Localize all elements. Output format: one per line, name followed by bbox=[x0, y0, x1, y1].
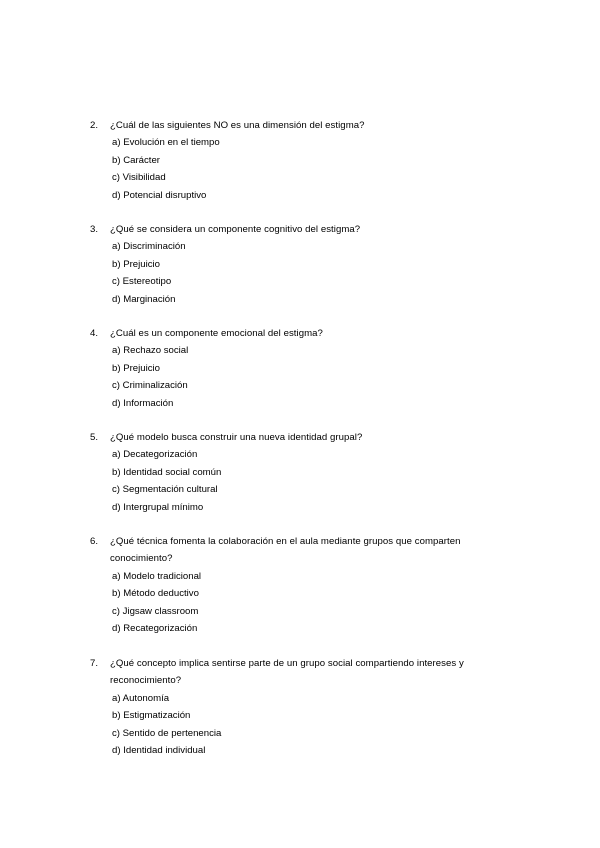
question-text: ¿Qué modelo busca construir una nueva identidad grupal? bbox=[110, 432, 363, 443]
options-list bbox=[90, 446, 490, 516]
question-6 bbox=[90, 533, 490, 637]
option-b: b) Prejuicio bbox=[112, 362, 160, 374]
option-c: c) Segmentación cultural bbox=[112, 484, 218, 496]
question-number: 4. bbox=[90, 328, 99, 339]
option-c: c) Sentido de pertenencia bbox=[112, 727, 222, 739]
question-4 bbox=[90, 325, 490, 412]
option-a: a) Autonomía bbox=[112, 692, 170, 704]
question-number: 2. bbox=[90, 120, 99, 131]
option-d: d) Información bbox=[112, 397, 174, 409]
question-text: ¿Qué se considera un componente cognitivo del estigma? bbox=[110, 224, 361, 235]
option-d: d) Marginación bbox=[112, 293, 176, 305]
question-text: ¿Qué concepto implica sentirse parte de un grupo social compartiendo intereses y reconocimiento? bbox=[110, 658, 464, 687]
question-5 bbox=[90, 429, 490, 516]
option-c: c) Criminalización bbox=[112, 380, 188, 392]
options-list bbox=[90, 134, 490, 204]
question-text: ¿Cuál es un componente emocional del estigma? bbox=[110, 328, 323, 339]
option-c: c) Estereotipo bbox=[112, 276, 172, 288]
option-d: d) Intergrupal mínimo bbox=[112, 501, 204, 513]
option-a: a) Decategorización bbox=[112, 449, 198, 461]
option-b: b) Estigmatización bbox=[112, 710, 191, 722]
question-number: 3. bbox=[90, 224, 99, 235]
option-b: b) Método deductivo bbox=[112, 588, 199, 600]
option-c: c) Visibilidad bbox=[112, 172, 166, 184]
question-text: ¿Qué técnica fomenta la colaboración en el aula mediante grupos que comparten conocimiento? bbox=[110, 536, 461, 565]
question-text: ¿Cuál de las siguientes NO es una dimensión del estigma? bbox=[110, 120, 365, 131]
option-b: b) Identidad social común bbox=[112, 466, 222, 478]
option-a: a) Evolución en el tiempo bbox=[112, 137, 220, 149]
options-list bbox=[90, 342, 490, 412]
option-d: d) Recategorización bbox=[112, 623, 198, 635]
question-number: 7. bbox=[90, 658, 99, 669]
option-d: d) Potencial disruptivo bbox=[112, 189, 207, 201]
option-a: a) Rechazo social bbox=[112, 345, 189, 357]
option-d: d) Identidad individual bbox=[112, 745, 206, 757]
question-number: 5. bbox=[90, 432, 99, 443]
options-list bbox=[90, 690, 490, 760]
option-b: b) Prejuicio bbox=[112, 258, 160, 270]
option-b: b) Carácter bbox=[112, 154, 160, 166]
option-a: a) Modelo tradicional bbox=[112, 570, 202, 582]
options-list bbox=[90, 568, 490, 638]
question-2 bbox=[90, 117, 490, 204]
option-a: a) Discriminación bbox=[112, 241, 186, 253]
question-3 bbox=[90, 221, 490, 308]
question-number: 6. bbox=[90, 536, 99, 547]
options-list bbox=[90, 238, 490, 308]
option-c: c) Jigsaw classroom bbox=[112, 605, 199, 617]
question-7 bbox=[90, 655, 490, 759]
